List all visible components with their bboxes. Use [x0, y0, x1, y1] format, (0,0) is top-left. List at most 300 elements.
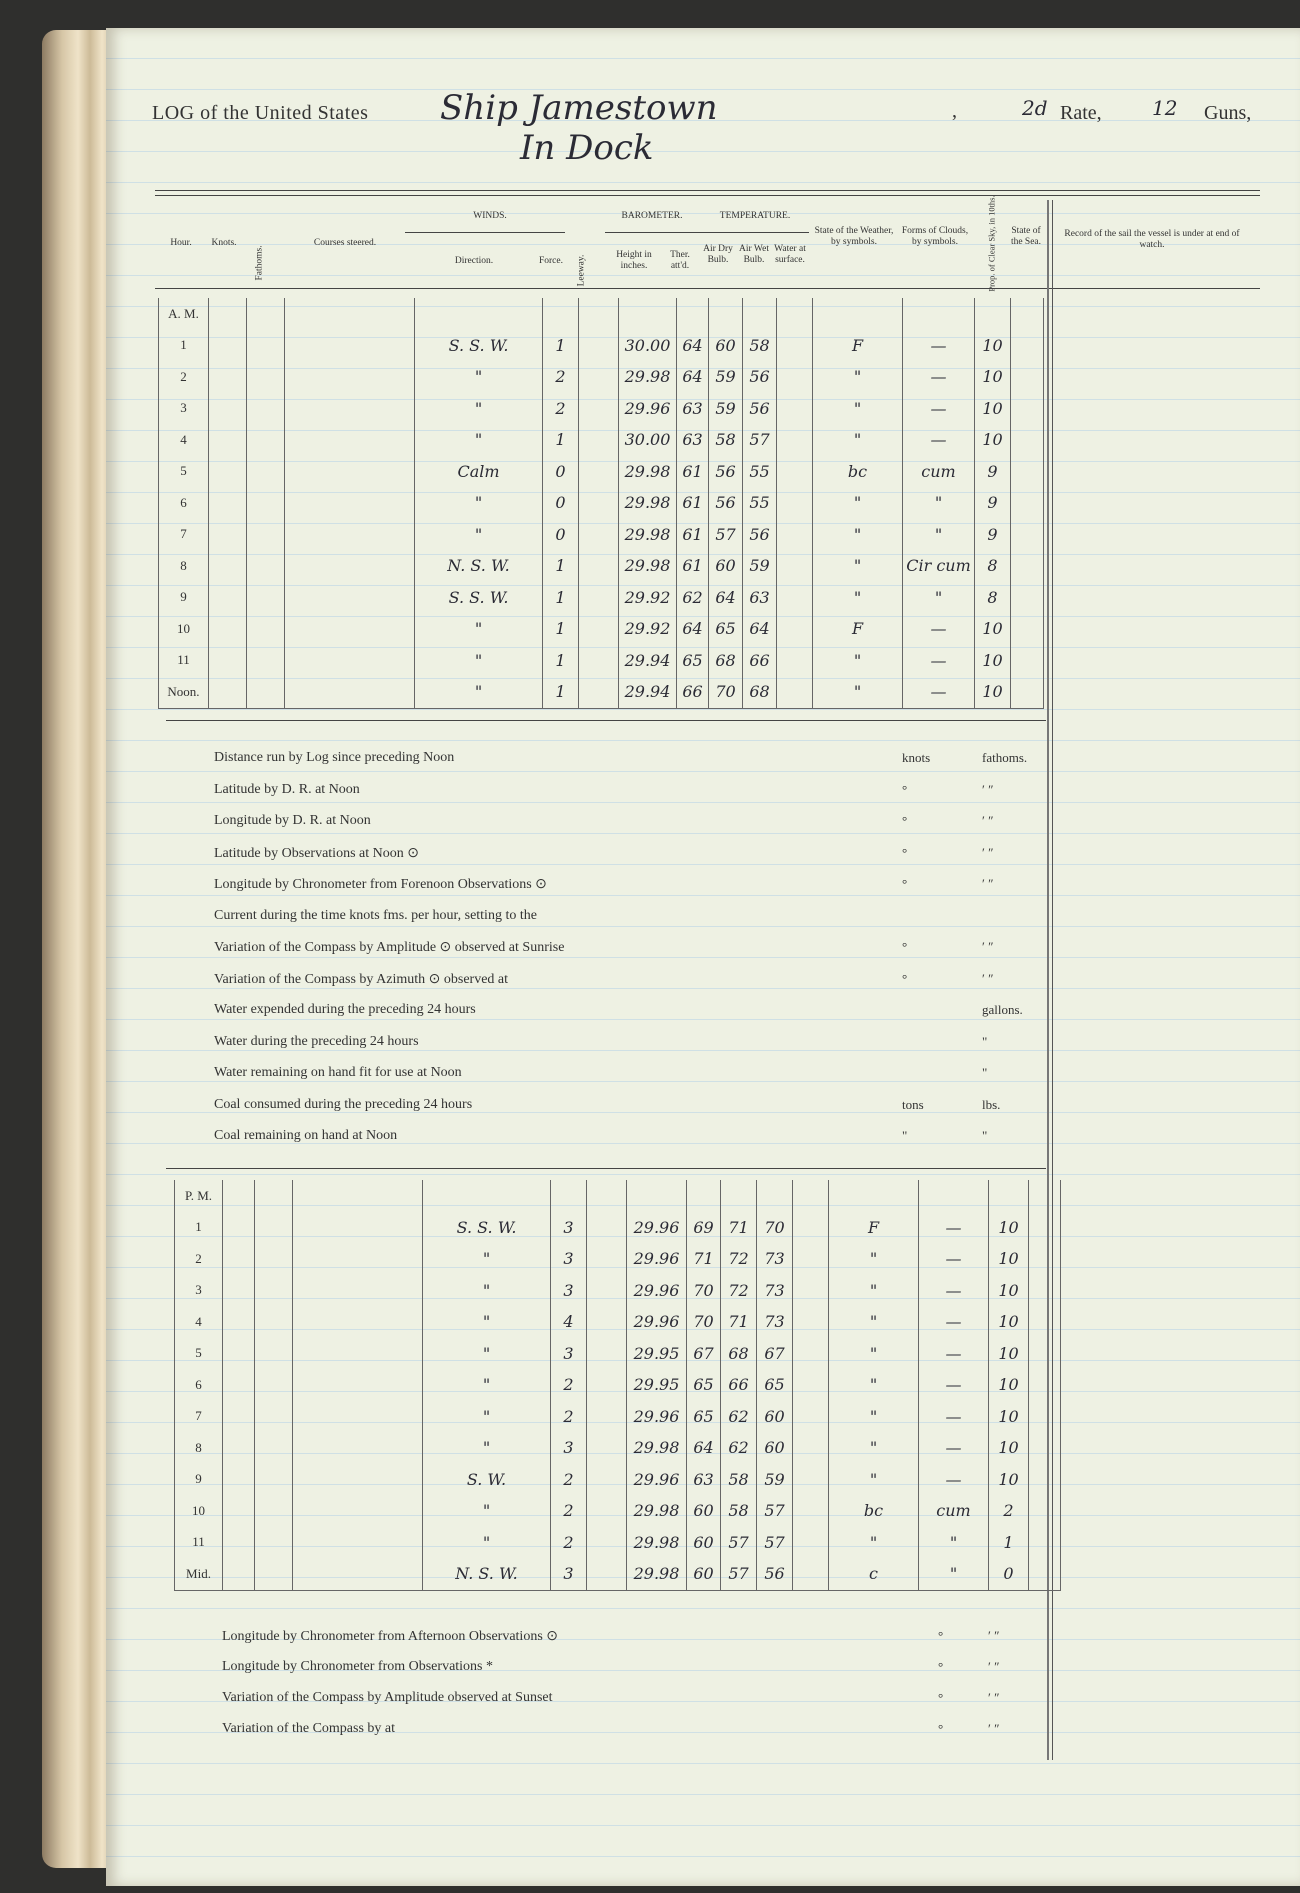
air-dry-cell: 60	[709, 330, 743, 362]
hour-cell: 6	[175, 1369, 223, 1401]
knots-cell	[209, 519, 247, 551]
table-row	[159, 424, 1044, 456]
weather-cell: "	[829, 1275, 919, 1307]
air-wet-cell: 64	[743, 613, 777, 645]
summary-line-label: Current during the time knots fms. per hour, setting to the	[214, 907, 537, 923]
col-height: Height in inches.	[616, 250, 652, 271]
water-surface-cell	[777, 361, 813, 393]
courses-cell	[285, 645, 415, 677]
col-air-dry: Air Dry Bulb.	[703, 244, 733, 265]
knots-cell	[223, 1338, 255, 1370]
clouds-cell: Cir cum	[903, 550, 975, 582]
barometer-height-cell: 29.98	[627, 1432, 687, 1464]
winds-rule	[405, 232, 565, 233]
clear-sky-cell: 10	[989, 1275, 1029, 1307]
knots-cell	[223, 1306, 255, 1338]
sea-state-cell	[1029, 1464, 1061, 1496]
summary-unit-2: lbs.	[982, 1096, 1001, 1112]
therm-attached-cell: 63	[677, 424, 709, 456]
therm-attached-cell: 63	[677, 393, 709, 425]
header-rule	[155, 190, 1260, 191]
therm-attached-cell: 61	[677, 519, 709, 551]
air-dry-cell: 72	[721, 1275, 757, 1307]
rate-label: Rate,	[1060, 102, 1102, 124]
clouds-cell: —	[919, 1338, 989, 1370]
summary-line-label: Longitude by Chronometer from Observations *	[222, 1659, 494, 1674]
summary-unit-1: °	[938, 1690, 944, 1705]
water-surface-cell	[793, 1243, 829, 1275]
water-surface-cell	[777, 330, 813, 362]
water-surface-cell	[793, 1275, 829, 1307]
hour-cell: 8	[175, 1432, 223, 1464]
air-wet-cell: 55	[743, 487, 777, 519]
wind-force-cell: 2	[551, 1464, 587, 1496]
col-water-surface: Water at surface.	[774, 244, 806, 265]
weather-cell: "	[813, 487, 903, 519]
fathoms-cell	[247, 487, 285, 519]
air-wet-cell: 59	[743, 550, 777, 582]
courses-cell	[293, 1464, 423, 1496]
fathoms-cell	[255, 1401, 293, 1433]
clouds-cell: —	[903, 330, 975, 362]
table-row	[175, 1212, 1061, 1244]
air-wet-cell: 56	[743, 361, 777, 393]
air-wet-cell: 60	[757, 1432, 793, 1464]
table-row	[159, 676, 1044, 708]
barometer-height-cell: 29.96	[627, 1401, 687, 1433]
water-surface-cell	[777, 456, 813, 488]
summary-line-label: Coal remaining on hand at Noon	[214, 1128, 398, 1143]
sea-state-cell	[1029, 1495, 1061, 1527]
fathoms-cell	[247, 519, 285, 551]
knots-cell	[209, 582, 247, 614]
therm-attached-cell: 60	[687, 1527, 721, 1559]
col-direction: Direction.	[454, 256, 494, 266]
wind-direction-cell: "	[415, 613, 543, 645]
wind-force-cell: 1	[543, 550, 579, 582]
summary-line-label: Latitude by Observations at Noon ⊙	[214, 845, 419, 861]
air-dry-cell: 56	[709, 456, 743, 488]
sea-state-cell	[1011, 393, 1044, 425]
courses-cell	[293, 1401, 423, 1433]
sea-state-cell	[1029, 1558, 1061, 1590]
rate-value: 2d	[1022, 96, 1048, 120]
summary-line-label: Water expended during the preceding 24 hours	[214, 1002, 476, 1017]
wind-direction-cell: "	[415, 487, 543, 519]
wind-direction-cell: "	[423, 1338, 551, 1370]
clear-sky-cell: 10	[975, 613, 1011, 645]
leeway-cell	[579, 424, 619, 456]
air-dry-cell: 68	[721, 1338, 757, 1370]
vessel-status: In Dock	[520, 128, 654, 168]
barometer-height-cell: 29.94	[619, 676, 677, 708]
courses-cell	[293, 1558, 423, 1590]
weather-cell: "	[813, 550, 903, 582]
courses-cell	[285, 330, 415, 362]
air-dry-cell: 72	[721, 1243, 757, 1275]
water-surface-cell	[793, 1338, 829, 1370]
col-winds: WINDS.	[473, 211, 507, 221]
wind-direction-cell: "	[423, 1401, 551, 1433]
barometer-height-cell: 29.96	[627, 1275, 687, 1307]
courses-cell	[285, 676, 415, 708]
col-state-sea: State of the Sea.	[1010, 226, 1042, 247]
barometer-height-cell: 29.98	[619, 456, 677, 488]
wind-direction-cell: S. W.	[423, 1464, 551, 1496]
air-dry-cell: 58	[721, 1495, 757, 1527]
summary-line-label: Coal consumed during the preceding 24 hours	[214, 1096, 473, 1112]
wind-force-cell: 1	[543, 676, 579, 708]
sea-state-cell	[1029, 1275, 1061, 1307]
sea-state-cell	[1029, 1306, 1061, 1338]
weather-cell: F	[813, 330, 903, 362]
wind-force-cell: 2	[551, 1527, 587, 1559]
clear-sky-cell: 8	[975, 550, 1011, 582]
am-bottom-rule	[166, 720, 1046, 721]
water-surface-cell	[777, 424, 813, 456]
barometer-height-cell: 29.95	[627, 1369, 687, 1401]
courses-cell	[285, 487, 415, 519]
barometer-height-cell: 29.98	[619, 487, 677, 519]
weather-cell: bc	[829, 1495, 919, 1527]
table-row	[175, 1275, 1061, 1307]
leeway-cell	[579, 550, 619, 582]
air-wet-cell: 60	[757, 1401, 793, 1433]
summary-unit-2: ′ ″	[982, 844, 994, 860]
col-record-sail: Record of the sail the vessel is under at end of watch.	[1064, 229, 1240, 250]
water-surface-cell	[777, 393, 813, 425]
knots-cell	[223, 1212, 255, 1244]
water-surface-cell	[793, 1369, 829, 1401]
pm-label: P. M.	[175, 1180, 223, 1212]
fathoms-cell	[247, 645, 285, 677]
header-comma: ,	[952, 100, 957, 122]
wind-direction-cell: "	[415, 676, 543, 708]
summary-unit-1: tons	[902, 1096, 924, 1112]
courses-cell	[293, 1369, 423, 1401]
hour-cell: 2	[159, 361, 209, 393]
knots-cell	[209, 550, 247, 582]
water-surface-cell	[793, 1527, 829, 1559]
air-dry-cell: 70	[709, 676, 743, 708]
leeway-cell	[587, 1495, 627, 1527]
wind-force-cell: 0	[543, 519, 579, 551]
knots-cell	[209, 613, 247, 645]
barometer-height-cell: 29.96	[627, 1306, 687, 1338]
clear-sky-cell: 10	[975, 393, 1011, 425]
pm-label-row	[175, 1180, 1061, 1212]
wind-force-cell: 3	[551, 1558, 587, 1590]
air-dry-cell: 62	[721, 1401, 757, 1433]
weather-cell: bc	[813, 456, 903, 488]
sea-state-cell	[1011, 676, 1044, 708]
air-dry-cell: 62	[721, 1432, 757, 1464]
wind-force-cell: 2	[551, 1401, 587, 1433]
therm-attached-cell: 61	[677, 456, 709, 488]
therm-attached-cell: 60	[687, 1558, 721, 1590]
pm-table	[174, 1180, 1061, 1591]
air-dry-cell: 58	[721, 1464, 757, 1496]
summary-unit-1: °	[902, 844, 908, 860]
courses-cell	[285, 393, 415, 425]
table-row	[175, 1464, 1061, 1496]
air-wet-cell: 73	[757, 1275, 793, 1307]
table-row	[175, 1495, 1061, 1527]
knots-cell	[223, 1275, 255, 1307]
wind-force-cell: 2	[551, 1369, 587, 1401]
clear-sky-cell: 9	[975, 456, 1011, 488]
wind-force-cell: 1	[543, 424, 579, 456]
clear-sky-cell: 10	[989, 1401, 1029, 1433]
courses-cell	[285, 519, 415, 551]
clouds-cell: —	[919, 1306, 989, 1338]
water-surface-cell	[777, 582, 813, 614]
sea-state-cell	[1011, 645, 1044, 677]
air-dry-cell: 57	[721, 1558, 757, 1590]
sea-state-cell	[1011, 487, 1044, 519]
courses-cell	[285, 613, 415, 645]
fathoms-cell	[255, 1243, 293, 1275]
leeway-cell	[587, 1464, 627, 1496]
barometer-height-cell: 30.00	[619, 330, 677, 362]
knots-cell	[209, 456, 247, 488]
leeway-cell	[579, 456, 619, 488]
air-wet-cell: 57	[757, 1527, 793, 1559]
summary-line-label: Distance run by Log since preceding Noon	[214, 750, 455, 765]
summary-unit-1: °	[938, 1721, 944, 1736]
summary-unit-1: °	[938, 1659, 944, 1674]
summary-unit-2: ′ ″	[988, 1659, 1000, 1674]
air-dry-cell: 59	[709, 393, 743, 425]
leeway-cell	[587, 1369, 627, 1401]
barometer-height-cell: 29.92	[619, 582, 677, 614]
summary-line-label: Variation of the Compass by Azimuth ⊙ observed at	[214, 971, 509, 987]
courses-cell	[293, 1527, 423, 1559]
table-row	[159, 456, 1044, 488]
clouds-cell: —	[919, 1464, 989, 1496]
water-surface-cell	[777, 519, 813, 551]
hour-cell: 1	[159, 330, 209, 362]
hour-cell: 1	[175, 1212, 223, 1244]
barometer-height-cell: 29.96	[619, 393, 677, 425]
therm-attached-cell: 61	[677, 487, 709, 519]
hour-cell: 10	[175, 1495, 223, 1527]
air-dry-cell: 68	[709, 645, 743, 677]
col-barometer: BAROMETER.	[621, 211, 683, 221]
air-wet-cell: 55	[743, 456, 777, 488]
sea-state-cell	[1029, 1243, 1061, 1275]
sea-state-cell	[1011, 456, 1044, 488]
wind-direction-cell: "	[423, 1306, 551, 1338]
leeway-cell	[587, 1401, 627, 1433]
fathoms-cell	[247, 361, 285, 393]
hour-cell: 4	[175, 1306, 223, 1338]
table-row	[175, 1527, 1061, 1559]
courses-cell	[285, 456, 415, 488]
air-wet-cell: 57	[743, 424, 777, 456]
wind-direction-cell: "	[423, 1369, 551, 1401]
wind-direction-cell: "	[423, 1243, 551, 1275]
summary-unit-2: fathoms.	[982, 750, 1028, 765]
clouds-cell: —	[919, 1401, 989, 1433]
guns-value: 12	[1152, 96, 1178, 120]
knots-cell	[223, 1432, 255, 1464]
knots-cell	[223, 1558, 255, 1590]
weather-cell: "	[813, 393, 903, 425]
fathoms-cell	[247, 550, 285, 582]
summary-line-label: Variation of the Compass by at	[222, 1721, 396, 1736]
col-prop-clear-sky: Prop. of Clear Sky, in 10ths.	[986, 195, 997, 292]
wind-force-cell: 0	[543, 487, 579, 519]
air-wet-cell: 66	[743, 645, 777, 677]
water-surface-cell	[793, 1212, 829, 1244]
sea-state-cell	[1011, 613, 1044, 645]
summary-unit-1: °	[902, 813, 908, 828]
summary-line-label: Longitude by Chronometer from Forenoon Observations ⊙	[214, 877, 547, 892]
summary-unit-1: °	[902, 781, 908, 797]
wind-force-cell: 1	[543, 582, 579, 614]
clear-sky-cell: 10	[989, 1338, 1029, 1370]
courses-cell	[285, 361, 415, 393]
knots-cell	[223, 1464, 255, 1496]
clouds-cell: —	[903, 645, 975, 677]
fathoms-cell	[255, 1558, 293, 1590]
table-row	[159, 582, 1044, 614]
knots-cell	[209, 330, 247, 362]
summary-line-label: Water remaining on hand fit for use at Noon	[214, 1065, 462, 1080]
clear-sky-cell: 2	[989, 1495, 1029, 1527]
wind-direction-cell: S. S. W.	[415, 330, 543, 362]
clear-sky-cell: 10	[989, 1369, 1029, 1401]
leeway-cell	[587, 1212, 627, 1244]
hour-cell: Mid.	[175, 1558, 223, 1590]
am-label-row	[159, 298, 1044, 330]
therm-attached-cell: 65	[677, 645, 709, 677]
wind-direction-cell: "	[423, 1432, 551, 1464]
leeway-cell	[579, 487, 619, 519]
fathoms-cell	[255, 1306, 293, 1338]
leeway-cell	[579, 393, 619, 425]
summary-unit-2: "	[982, 1065, 988, 1080]
water-surface-cell	[793, 1432, 829, 1464]
weather-cell: F	[813, 613, 903, 645]
hour-cell: 11	[175, 1527, 223, 1559]
clear-sky-cell: 10	[989, 1432, 1029, 1464]
summary-line-label: Longitude by D. R. at Noon	[214, 813, 371, 828]
barometer-height-cell: 29.92	[619, 613, 677, 645]
air-wet-cell: 63	[743, 582, 777, 614]
clouds-cell: "	[919, 1527, 989, 1559]
col-fathoms: Fathoms.	[254, 245, 265, 281]
clouds-cell: —	[919, 1243, 989, 1275]
knots-cell	[223, 1369, 255, 1401]
am-label: A. M.	[159, 298, 209, 330]
sea-state-cell	[1029, 1401, 1061, 1433]
wind-force-cell: 3	[551, 1338, 587, 1370]
clear-sky-cell: 1	[989, 1527, 1029, 1559]
table-row	[159, 330, 1044, 362]
water-surface-cell	[793, 1558, 829, 1590]
water-surface-cell	[777, 645, 813, 677]
sea-state-cell	[1029, 1369, 1061, 1401]
wind-direction-cell: N. S. W.	[415, 550, 543, 582]
fathoms-cell	[247, 424, 285, 456]
courses-cell	[293, 1306, 423, 1338]
leeway-cell	[587, 1527, 627, 1559]
summary-unit-1: °	[902, 939, 908, 954]
pm-rows	[175, 1180, 1061, 1590]
am-rows	[159, 298, 1044, 708]
hour-cell: 5	[175, 1338, 223, 1370]
barometer-height-cell: 29.98	[627, 1558, 687, 1590]
leeway-cell	[587, 1275, 627, 1307]
barometer-height-cell: 29.96	[627, 1212, 687, 1244]
table-row	[159, 645, 1044, 677]
water-surface-cell	[777, 676, 813, 708]
wind-force-cell: 3	[551, 1243, 587, 1275]
hour-cell: Noon.	[159, 676, 209, 708]
air-wet-cell: 56	[743, 519, 777, 551]
summary-unit-2: gallons.	[982, 1002, 1023, 1017]
wind-direction-cell: S. S. W.	[415, 582, 543, 614]
fathoms-cell	[255, 1338, 293, 1370]
barometer-height-cell: 29.96	[627, 1243, 687, 1275]
therm-attached-cell: 66	[677, 676, 709, 708]
summary-unit-2: ′ ″	[982, 939, 994, 954]
knots-cell	[209, 487, 247, 519]
courses-cell	[293, 1432, 423, 1464]
wind-direction-cell: N. S. W.	[423, 1558, 551, 1590]
clouds-cell: —	[903, 361, 975, 393]
summary-unit-2: ′ ″	[988, 1628, 1000, 1643]
courses-cell	[293, 1275, 423, 1307]
therm-attached-cell: 61	[677, 550, 709, 582]
barometer-height-cell: 29.98	[619, 361, 677, 393]
summary-unit-2: "	[982, 1128, 988, 1143]
fathoms-cell	[255, 1212, 293, 1244]
weather-cell: "	[829, 1338, 919, 1370]
clouds-cell: "	[903, 519, 975, 551]
clear-sky-cell: 10	[975, 330, 1011, 362]
clouds-cell: —	[919, 1369, 989, 1401]
wind-force-cell: 2	[543, 393, 579, 425]
summary-unit-2: ′ ″	[988, 1690, 1000, 1705]
weather-cell: "	[829, 1432, 919, 1464]
wind-force-cell: 3	[551, 1432, 587, 1464]
clear-sky-cell: 8	[975, 582, 1011, 614]
knots-cell	[209, 424, 247, 456]
col-hour: Hour.	[170, 238, 192, 248]
weather-cell: "	[813, 676, 903, 708]
barometer-height-cell: 29.98	[619, 519, 677, 551]
fathoms-cell	[255, 1527, 293, 1559]
knots-cell	[223, 1495, 255, 1527]
summary-unit-2: ′ ″	[982, 813, 994, 828]
clear-sky-cell: 10	[975, 424, 1011, 456]
water-surface-cell	[777, 550, 813, 582]
therm-attached-cell: 71	[687, 1243, 721, 1275]
guns-label: Guns,	[1204, 102, 1252, 124]
clear-sky-cell: 0	[989, 1558, 1029, 1590]
table-row	[175, 1558, 1061, 1590]
fathoms-cell	[247, 582, 285, 614]
weather-cell: "	[829, 1401, 919, 1433]
hour-cell: 7	[159, 519, 209, 551]
hour-cell: 9	[175, 1464, 223, 1496]
table-row	[175, 1338, 1061, 1370]
summary-unit-1: °	[938, 1628, 944, 1643]
weather-cell: "	[829, 1464, 919, 1496]
